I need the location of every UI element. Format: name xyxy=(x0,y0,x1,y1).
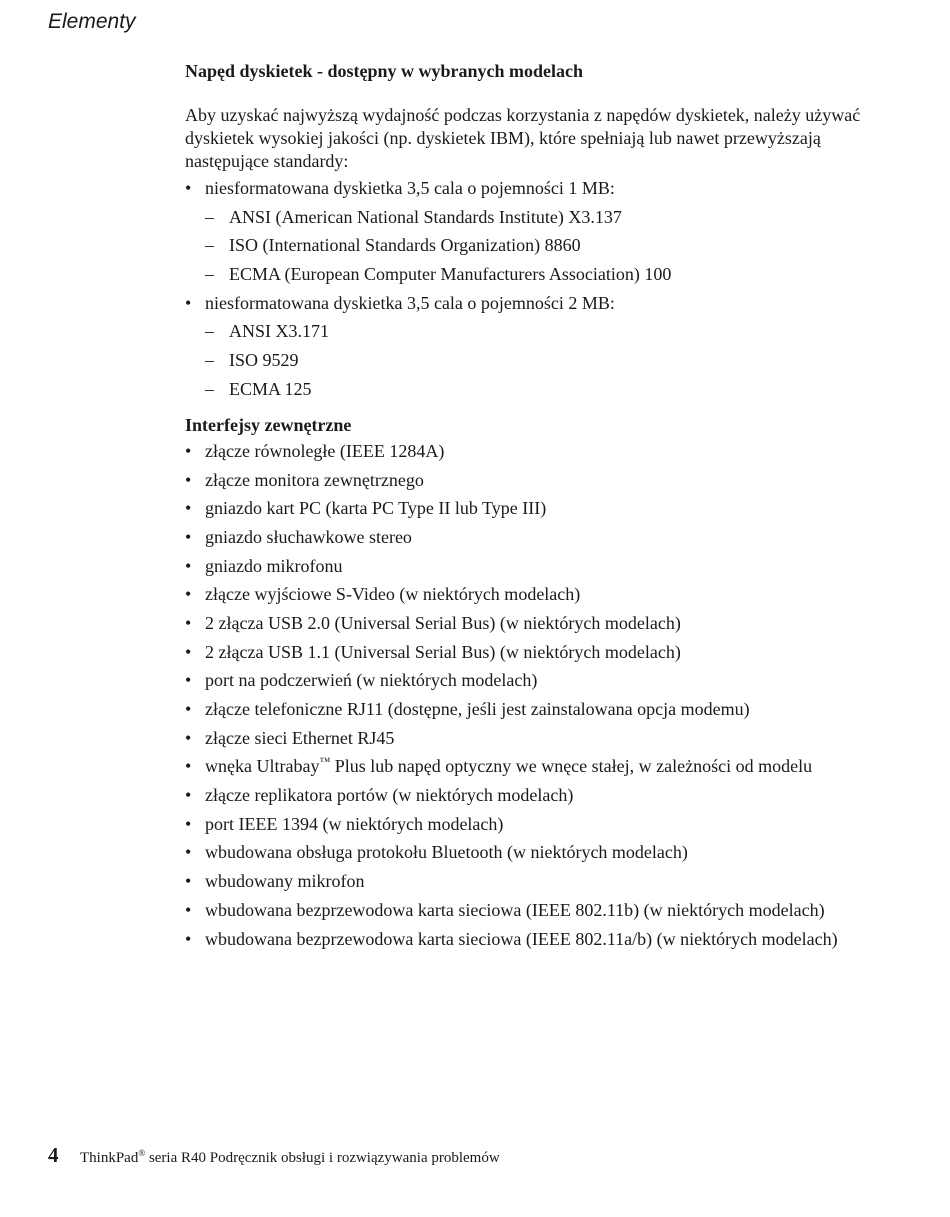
list-item: • złącze telefoniczne RJ11 (dostępne, jeśli jest zainstalowana opcja modemu) xyxy=(185,698,885,721)
floppy-standards-list xyxy=(185,177,885,401)
list-item: • 2 złącza USB 1.1 (Universal Serial Bus) (w niektórych modelach) xyxy=(185,641,885,664)
sub-list-item: – ISO (International Standards Organization) 8860 xyxy=(205,234,885,257)
trademark-symbol: ™ xyxy=(319,756,331,769)
list-item xyxy=(185,177,885,286)
footer-brand: ThinkPad xyxy=(80,1150,139,1166)
list-item: • port na podczerwień (w niektórych modelach) xyxy=(185,669,885,692)
footer-title xyxy=(80,1150,500,1166)
list-item: • wbudowany mikrofon xyxy=(185,870,885,893)
list-item-text: niesformatowana dyskietka 3,5 cala o pojemności 2 MB: xyxy=(205,292,615,313)
list-item: • 2 złącza USB 2.0 (Universal Serial Bus) (w niektórych modelach) xyxy=(185,612,885,635)
list-item xyxy=(185,755,885,778)
list-item-text: niesformatowana dyskietka 3,5 cala o pojemności 1 MB: xyxy=(205,178,615,198)
running-head: Elementy xyxy=(48,10,136,33)
registered-symbol: ® xyxy=(138,1148,146,1158)
list-item: • złącze replikatora portów (w niektórych modelach) xyxy=(185,784,885,807)
sub-list-item: – ANSI X3.171 xyxy=(205,320,885,343)
list-item: • złącze wyjściowe S-Video (w niektórych modelach) xyxy=(185,583,885,606)
footer-title-text: seria R40 Podręcznik obsługi i rozwiązywania problemów xyxy=(145,1150,500,1166)
sub-list-item: – ECMA 125 xyxy=(205,378,885,401)
list-item: • port IEEE 1394 (w niektórych modelach) xyxy=(185,813,885,836)
list-item: • gniazdo mikrofonu xyxy=(185,555,885,578)
list-item: • złącze równoległe (IEEE 1284A) xyxy=(185,440,885,463)
main-content xyxy=(185,58,885,956)
page-number: 4 xyxy=(48,1143,59,1167)
list-item xyxy=(185,292,885,401)
list-item: • złącze monitora zewnętrznego xyxy=(185,469,885,492)
sub-list xyxy=(205,320,885,400)
section-heading-interfaces: Interfejsy zewnętrzne xyxy=(185,414,352,435)
sub-list-item: – ECMA (European Computer Manufacturers Association) 100 xyxy=(205,263,885,286)
sub-list xyxy=(205,206,885,286)
interfaces-list xyxy=(185,440,885,951)
list-item: • gniazdo kart PC (karta PC Type II lub Type III) xyxy=(185,497,885,520)
page-footer xyxy=(48,1143,500,1168)
list-item: • wbudowana obsługa protokołu Bluetooth (w niektórych modelach) xyxy=(185,841,885,864)
list-item: • złącze sieci Ethernet RJ45 xyxy=(185,727,885,750)
floppy-intro-paragraph: Aby uzyskać najwyższą wydajność podczas korzystania z napędów dyskietek, należy używać dyskietek wysokiej jakości (np. dyskietek IBM), które spełniają lub nawet przewyższają następujące standardy: xyxy=(185,105,861,171)
sub-list-item: – ISO 9529 xyxy=(205,349,885,372)
list-item: • wbudowana bezprzewodowa karta sieciowa (IEEE 802.11b) (w niektórych modelach) xyxy=(185,899,885,922)
list-item-text: Plus lub napęd optyczny we wnęce stałej, w zależności od modelu xyxy=(330,756,813,777)
list-item: • gniazdo słuchawkowe stereo xyxy=(185,526,885,549)
list-item: • wbudowana bezprzewodowa karta sieciowa (IEEE 802.11a/b) (w niektórych modelach) xyxy=(185,928,885,951)
section-heading-floppy: Napęd dyskietek - dostępny w wybranych modelach xyxy=(185,61,584,81)
sub-list-item: – ANSI (American National Standards Institute) X3.137 xyxy=(205,206,885,229)
list-item-text: wnęka Ultrabay xyxy=(205,756,320,777)
